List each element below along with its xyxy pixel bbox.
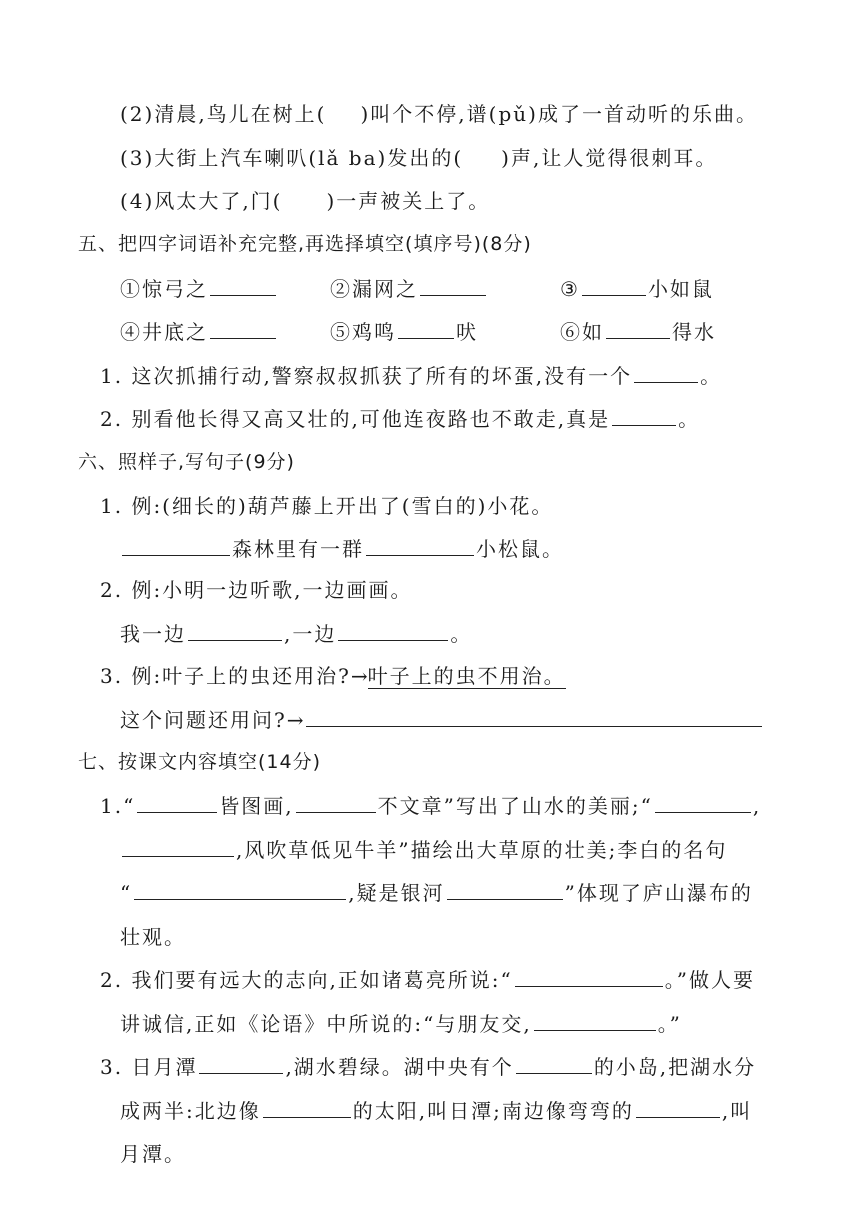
fill-blank[interactable]	[655, 792, 751, 813]
q5-word-2	[330, 275, 488, 303]
q5-word-3-text: 小如鼠	[647, 277, 714, 301]
fill-blank[interactable]	[606, 318, 670, 339]
q6-example-1: 1. 例:(细长的)葫芦藤上开出了(雪白的)小花。	[100, 494, 554, 518]
fill-blank[interactable]	[306, 706, 762, 727]
q7-p2-line-2-text: 讲诚信,正如《论语》中所说的:“与朋友交,	[120, 1012, 532, 1036]
q7-p1-line-2-text: ,风吹草低见牛羊”描绘出大草原的壮美;李白的名句	[236, 838, 728, 862]
q7-p2-text-b: 。”做人要	[664, 968, 755, 992]
q6-answer-2	[120, 620, 472, 648]
q7-p1-line-3-text-a: “	[120, 881, 133, 905]
fill-blank[interactable]	[612, 405, 676, 426]
q6-example-3	[100, 662, 566, 690]
q5-word-1-text: ①惊弓之	[120, 277, 208, 301]
q5-word-5-text-b: 吠	[456, 320, 478, 344]
fill-blank[interactable]	[634, 362, 698, 383]
q5-word-6	[560, 318, 716, 346]
fill-blank[interactable]	[296, 792, 376, 813]
q7-p2-text-a: 2. 我们要有远大的志向,正如诸葛亮所说:“	[100, 968, 513, 992]
fill-blank[interactable]	[366, 535, 474, 556]
q7-para-2-line-1	[100, 966, 755, 994]
q7-title: 七、按课文内容填空(14分)	[78, 751, 322, 773]
q7-para-1-line-4: 壮观。	[120, 925, 186, 949]
q5-word-4	[120, 318, 278, 346]
q4-item-2-text-a: (2)清晨,鸟儿在树上(	[120, 102, 327, 126]
q5-sentence-1-text: 1. 这次抓捕行动,警察叔叔抓获了所有的坏蛋,没有一个	[100, 364, 633, 388]
q5-sentence-2-text: 2. 别看他长得又高又壮的,可他连夜路也不敢走,真是	[100, 407, 611, 431]
q6-example-3-answer: 叶子上的虫不用治。	[367, 664, 566, 688]
q4-item-2	[120, 100, 758, 128]
q5-sentence-2-end: 。	[678, 407, 701, 431]
q7-p3-text-a: 3. 日月潭	[100, 1055, 198, 1079]
q7-p1-text-a: 1.“	[100, 794, 136, 818]
q7-para-1-line-3	[120, 879, 753, 907]
q4-item-4-text-a: (4)风太大了,门(	[120, 189, 283, 213]
fill-blank[interactable]	[122, 836, 234, 857]
arrow-icon: →	[286, 708, 304, 732]
q4-item-4	[120, 187, 490, 215]
q4-item-2-text-b: )叫个不停,谱(pǔ)成了一首动听的乐曲。	[360, 102, 758, 126]
q7-p1-text-b: 皆图画,	[219, 794, 294, 818]
q7-p2-line-2-end: 。”	[657, 1012, 682, 1036]
fill-blank[interactable]	[636, 1097, 720, 1118]
fill-blank[interactable]	[188, 620, 282, 641]
fill-blank[interactable]	[122, 535, 230, 556]
q7-p3-line-2-text-b: 的太阳,叫日潭;南边像弯弯的	[352, 1099, 634, 1123]
q5-word-4-text: ④井底之	[120, 320, 208, 344]
q5-word-6-text-b: 得水	[672, 320, 716, 344]
fill-blank[interactable]	[534, 1010, 656, 1031]
q7-para-3-line-2	[120, 1097, 752, 1125]
fill-blank[interactable]	[210, 275, 276, 296]
q4-item-3-text-a: (3)大街上汽车喇叭(lǎ ba)发出的(	[120, 146, 464, 170]
fill-blank[interactable]	[210, 318, 276, 339]
q4-item-3-text-b: )声,让人觉得很刺耳。	[501, 146, 718, 170]
q5-word-5-text-a: ⑤鸡鸣	[330, 320, 396, 344]
q7-para-2-line-2	[120, 1010, 682, 1038]
fill-blank[interactable]	[134, 879, 346, 900]
q7-p1-text-c: 不文章”写出了山水的美丽;“	[377, 794, 653, 818]
q7-p3-text-b: ,湖水碧绿。湖中央有个	[285, 1055, 514, 1079]
q7-p1-line-3-text-c: ”体现了庐山瀑布的	[564, 881, 753, 905]
q6-answer-2-end: 。	[450, 622, 473, 646]
fill-blank[interactable]	[515, 966, 663, 987]
q7-para-3-line-3: 月潭。	[120, 1142, 186, 1166]
q7-para-1-line-1	[100, 792, 761, 820]
q6-answer-2-text-b: ,一边	[284, 622, 337, 646]
q5-word-2-text: ②漏网之	[330, 277, 418, 301]
fill-blank[interactable]	[338, 620, 448, 641]
fill-blank[interactable]	[398, 318, 454, 339]
fill-blank[interactable]	[137, 792, 217, 813]
arrow-icon: →	[350, 664, 368, 688]
q5-word-5	[330, 318, 478, 346]
q6-answer-3	[120, 706, 764, 734]
fill-blank[interactable]	[263, 1097, 351, 1118]
q7-p3-line-2-text-c: ,叫	[721, 1099, 753, 1123]
fill-blank[interactable]	[447, 879, 563, 900]
q5-word-3	[560, 275, 714, 303]
q6-title: 六、照样子,写句子(9分)	[78, 451, 295, 473]
q5-word-6-text-a: ⑥如	[560, 320, 604, 344]
q4-item-4-text-b: )一声被关上了。	[326, 189, 491, 213]
q6-answer-3-text: 这个问题还用问?	[120, 708, 287, 732]
fill-blank[interactable]	[582, 275, 646, 296]
q7-para-3-line-1	[100, 1053, 756, 1081]
q6-answer-1	[120, 535, 564, 563]
q5-word-1	[120, 275, 278, 303]
fill-blank[interactable]	[199, 1053, 283, 1074]
q5-sentence-1	[100, 362, 722, 390]
q7-para-1-line-2	[120, 836, 727, 864]
q6-answer-1-text-b: 小松鼠。	[476, 537, 564, 561]
q5-sentence-1-end: 。	[700, 364, 723, 388]
q7-p3-text-c: 的小岛,把湖水分	[593, 1055, 757, 1079]
fill-blank[interactable]	[516, 1053, 592, 1074]
q6-example-3-text: 3. 例:叶子上的虫还用治?	[100, 664, 351, 688]
q7-p1-text-d: ,	[752, 794, 762, 818]
fill-blank[interactable]	[420, 275, 486, 296]
q6-answer-1-text-a: 森林里有一群	[232, 537, 364, 561]
q6-answer-2-text-a: 我一边	[120, 622, 186, 646]
q6-example-2: 2. 例:小明一边听歌,一边画画。	[100, 578, 413, 602]
q7-p3-line-2-text-a: 成两半:北边像	[120, 1099, 261, 1123]
q4-item-3	[120, 144, 717, 172]
q5-word-3-number: ③	[560, 277, 580, 301]
q5-sentence-2	[100, 405, 700, 433]
q5-title: 五、把四字词语补充完整,再选择填空(填序号)(8分)	[78, 233, 532, 255]
q7-p1-line-3-text-b: ,疑是银河	[348, 881, 445, 905]
